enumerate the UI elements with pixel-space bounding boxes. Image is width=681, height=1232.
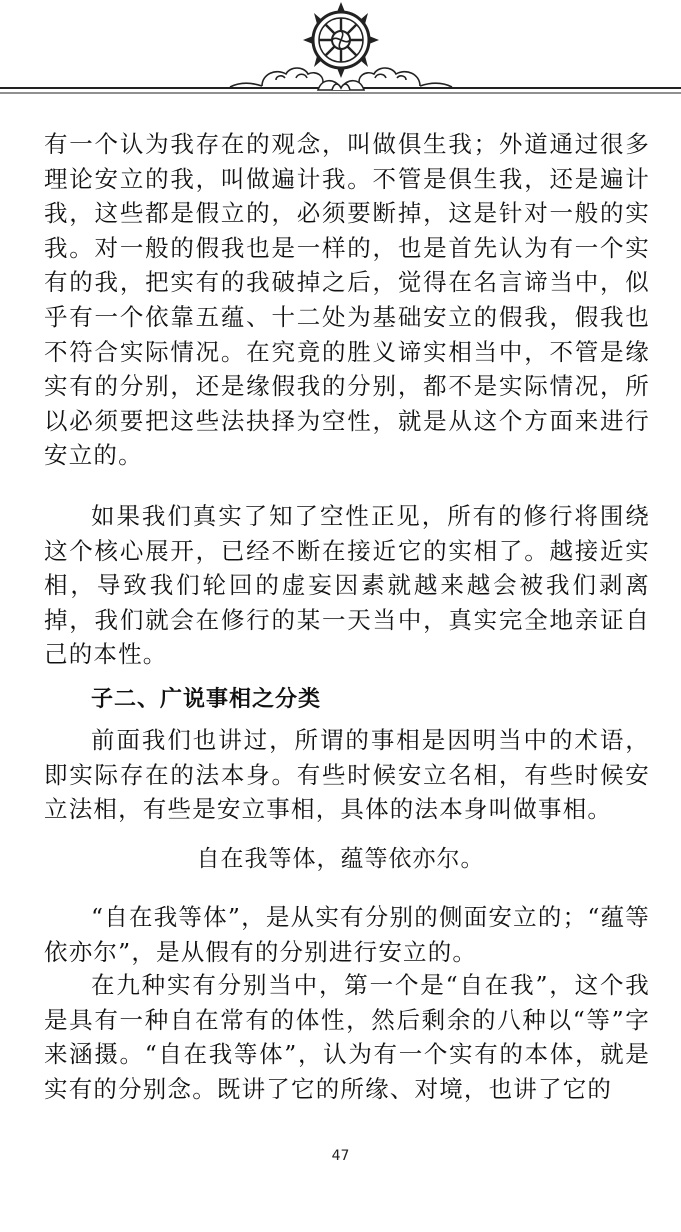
body-paragraph-2: 如果我们真实了知了空性正见，所有的修行将围绕这个核心展开，已经不断在接近它的实相了。越接近实相，导致我们轮回的虚妄因素就越来越会被我们剥离掉，我们就会在修行的某一天当中，真实完全地亲证自己的本性。 (44, 502, 650, 669)
page-number: 47 (331, 1148, 350, 1164)
dharma-wheel-header-ornament (0, 0, 681, 110)
right-cloud-scroll-icon (359, 68, 452, 87)
body-paragraph-4: “自在我等体”，是从实有分别的侧面安立的；“蕴等依亦尔”，是从假有的分别进行安立的。 (44, 903, 650, 966)
body-paragraph-3: 前面我们也讲过，所谓的事相是因明当中的术语，即实际存在的法本身。有些时候安立名相，有些时候安立法相，有些是安立事相，具体的法本身叫做事相。 (44, 726, 650, 824)
section-heading: 子二、广说事相之分类 (91, 687, 322, 712)
lotus-base-icon (318, 81, 364, 90)
root-verse: 自在我等体，蕴等依亦尔。 (196, 846, 485, 872)
body-paragraph-5: 在九种实有分别当中，第一个是“自在我”，这个我是具有一种自在常有的体性，然后剩余的八种以“等”字来涵摄。“自在我等体”，认为有一个实有的本体，就是实有的分别念。既讲了它的所缘、对境，也讲了它的 (44, 971, 650, 1103)
dharma-wheel-icon (303, 2, 379, 78)
left-cloud-scroll-icon (230, 68, 323, 87)
body-paragraph-1: 有一个认为我存在的观念，叫做俱生我；外道通过很多理论安立的我，叫做遍计我。不管是俱生我，还是遍计我，这些都是假立的，必须要断掉，这是针对一般的实我。对一般的假我也是一样的，也是首先认为有一个实有的我，把实有的我破掉之后，觉得在名言谛当中，似乎有一个依靠五蕴、十二处为基础安立的假我，假我也不符合实际情况。在究竟的胜义谛实相当中，不管是缘实有的分别，还是缘假我的分别，都不是实际情况，所以必须要把这些法抉择为空性，就是从这个方面来进行安立的。 (44, 130, 650, 470)
